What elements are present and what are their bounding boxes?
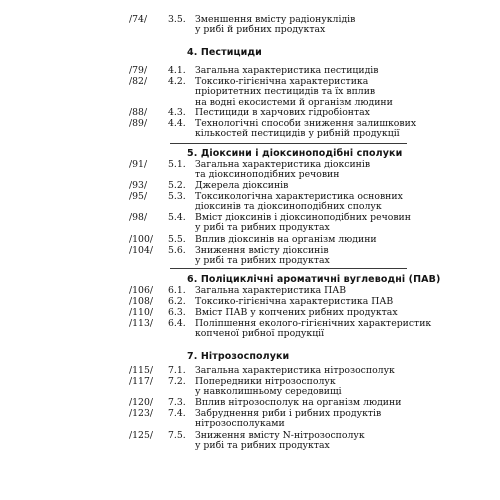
toc-entry [0,318,500,340]
toc-entry [0,108,500,118]
section-number: 4.3. [168,107,186,118]
page-number: /123/ [129,408,154,419]
toc-entry [0,297,500,307]
toc-entry [0,181,500,191]
entry-title: Вплив діоксинів на організм людини [195,234,377,245]
page-number: /82/ [129,76,148,87]
section-heading: 7. Нітрозосполуки [187,351,290,362]
entry-title: Токсико-гігієнічна характеристика ПАВ [195,296,394,307]
section-number: 3.5. [168,14,186,25]
section-number: 7.2. [168,376,186,387]
entry-title: Токсико-гігієнічна характеристика пріоритетних пестицидів та їх вплив на водні екосистеми й організм людини [195,76,393,108]
section-divider [170,143,407,144]
section-number: 4.1. [168,65,186,76]
section-number: 6.4. [168,318,186,329]
toc-entry [0,286,500,296]
page-number: /91/ [129,159,148,170]
entry-title: Зниження вмісту діоксинів у рибі та рибних продуктах [195,245,330,267]
page-number: /74/ [129,14,148,25]
toc-entry [0,14,500,36]
entry-title: Вплив нітрозосполук на організм людини [195,397,402,408]
section-number: 5.1. [168,159,186,170]
toc-entry [0,212,500,234]
entry-title: Вміст діоксинів і діоксиноподібних речовин у рибі та рибних продуктах [195,212,411,234]
toc-entry [0,408,500,430]
entry-title: Токсикологічна характеристика основних діоксинів та діоксиноподібних сполук [195,191,403,213]
entry-title: Технологічні способи зниження залишкових кількостей пестицидів у рибній продукції [195,118,417,140]
entry-title: Загальна характеристика діоксинів та діоксиноподібних речовин [195,159,371,181]
page-number: /89/ [129,118,148,129]
toc-entry [0,191,500,213]
toc-entry [0,430,500,452]
page-number: /120/ [129,397,154,408]
page-number: /98/ [129,212,148,223]
page-number: /108/ [129,296,154,307]
entry-title: Забруднення риби і рибних продуктів нітрозосполуками [195,408,382,430]
page-number: /95/ [129,191,148,202]
page-number: /115/ [129,365,154,376]
page-number: /79/ [129,65,148,76]
entry-title: Загальна характеристика ПАВ [195,285,347,296]
section-number: 7.3. [168,397,186,408]
entry-title: Загальна характеристика нітрозосполук [195,365,395,376]
page-number: /106/ [129,285,154,296]
page-number: /125/ [129,430,154,441]
entry-title: Пестициди в харчових гідробіонтах [195,107,370,118]
toc-entry [0,366,500,376]
section-number: 7.1. [168,365,186,376]
section-heading: 4. Пестициди [187,47,262,58]
entry-title: Попередники нітрозосполук у навколишньому середовищі [195,376,342,398]
toc-entry [0,159,500,181]
section-number: 6.3. [168,307,186,318]
toc-entry [0,76,500,108]
entry-title: Джерела діоксинів [195,180,289,191]
entry-title: Зниження вмісту N-нітрозосполук у рибі та рибних продуктах [195,430,365,452]
section-number: 6.2. [168,296,186,307]
toc-entry [0,66,500,76]
toc-entry [0,235,500,245]
toc-entry [0,398,500,408]
toc-entry [0,245,500,267]
section-heading: 6. Поліциклічні ароматичні вуглеводні (ПАВ) [187,274,441,285]
toc-entry [0,308,500,318]
section-number: 4.4. [168,118,186,129]
toc-entry [0,376,500,398]
page-number: /113/ [129,318,154,329]
section-number: 5.3. [168,191,186,202]
page-number: /110/ [129,307,154,318]
entry-title: Вміст ПАВ у копчених рибних продуктах [195,307,398,318]
page-number: /93/ [129,180,148,191]
page-number: /104/ [129,245,154,256]
page-number: /88/ [129,107,148,118]
section-number: 5.6. [168,245,186,256]
section-number: 7.5. [168,430,186,441]
section-number: 5.4. [168,212,186,223]
section-number: 5.5. [168,234,186,245]
page-number: /117/ [129,376,154,387]
section-number: 4.2. [168,76,186,87]
page-number: /100/ [129,234,154,245]
section-heading: 5. Діоксини і діоксиноподібні сполуки [187,148,403,159]
entry-title: Поліпшення еколого-гігієнічних характеристик копченої рибної продукції [195,318,432,340]
entry-title: Загальна характеристика пестицидів [195,65,379,76]
section-number: 6.1. [168,285,186,296]
entry-title: Зменшення вмісту радіонуклідів у рибі й рибних продуктах [195,14,356,36]
section-divider [170,268,407,269]
section-number: 7.4. [168,408,186,419]
section-number: 5.2. [168,180,186,191]
toc-entry [0,118,500,140]
